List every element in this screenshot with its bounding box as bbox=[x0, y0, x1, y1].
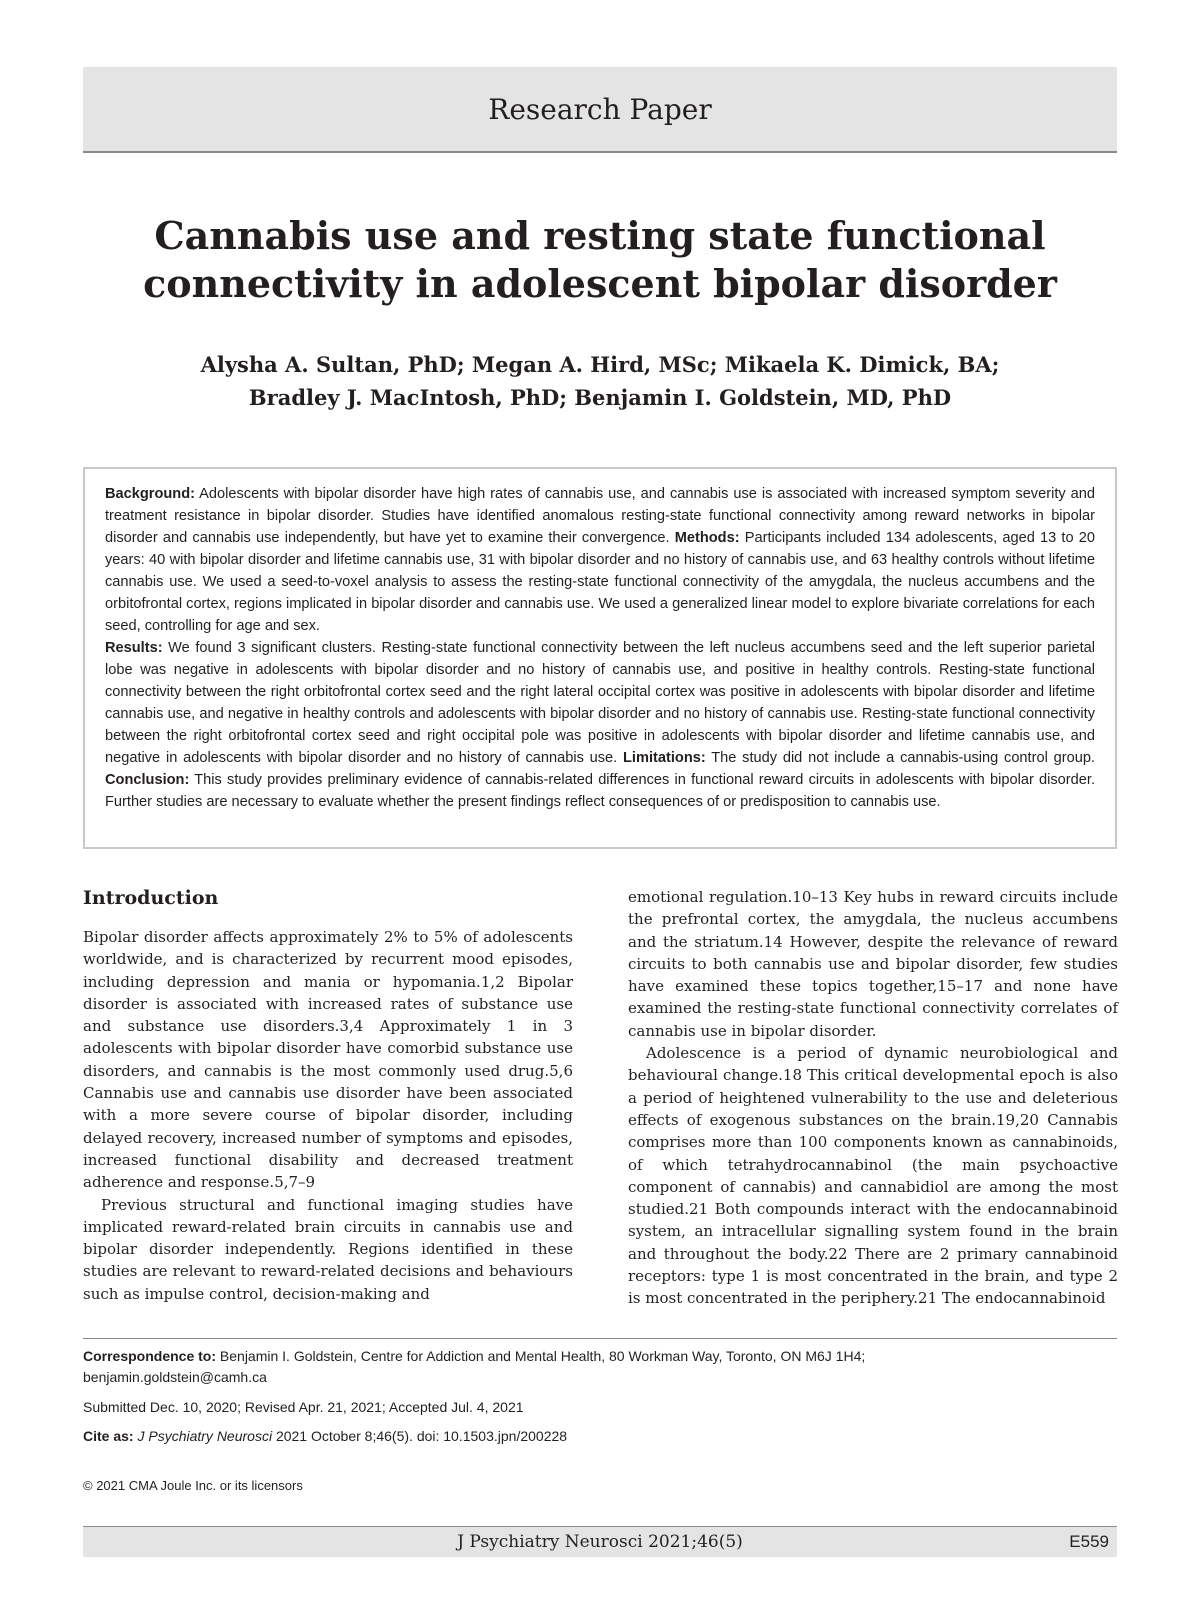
section-heading-introduction: Introduction bbox=[83, 887, 219, 909]
body-column-left bbox=[83, 886, 573, 1305]
section-label: Research Paper bbox=[488, 92, 712, 126]
cite-label: Cite as: bbox=[83, 1428, 134, 1444]
cite-text: 2021 October 8;46(5). doi: 10.1503.jpn/200228 bbox=[272, 1428, 568, 1444]
article-title: Cannabis use and resting state functional connectivity in adolescent bipolar disorder bbox=[143, 213, 1057, 306]
divider bbox=[83, 1338, 1117, 1339]
abstract-methods-label: Methods: bbox=[674, 530, 740, 546]
correspondence-email[interactable]: benjamin.goldstein@camh.ca bbox=[83, 1369, 267, 1385]
abstract-conclusion-label: Conclusion: bbox=[105, 772, 190, 788]
correspondence-label: Correspondence to: bbox=[83, 1348, 217, 1364]
page-number: E559 bbox=[1069, 1532, 1109, 1551]
author-list bbox=[60, 348, 1140, 414]
cite-journal: J Psychiatry Neurosci bbox=[137, 1428, 273, 1444]
submission-dates: Submitted Dec. 10, 2020; Revised Apr. 21, 2021; Accepted Jul. 4, 2021 bbox=[83, 1399, 524, 1415]
copyright: © 2021 CMA Joule Inc. or its licensors bbox=[83, 1478, 303, 1493]
citation bbox=[83, 1426, 567, 1447]
abstract-background-text: Adolescents with bipolar disorder have high rates of cannabis use, and cannabis use is associated with increased symptom severity and treatment resistance in bipolar disorder. Studies have identified anomalous resting-state functional connectivity among reward networks in bipolar disorder and cannabis use independently, but have yet to examine their convergence. bbox=[105, 486, 1095, 546]
abstract-conclusion-text: This study provides preliminary evidence of cannabis-related differences in functional reward circuits in adolescents with bipolar disorder. Further studies are necessary to evaluate whether the present findings reflect consequences of or predisposition to cannabis use. bbox=[105, 772, 1095, 810]
footer-journal: J Psychiatry Neurosci 2021;46(5) bbox=[457, 1532, 743, 1552]
abstract-methods-text: Participants included 134 adolescents, aged 13 to 20 years: 40 with bipolar disorder and lifetime cannabis use, 31 with bipolar disorder and no history of cannabis use, and 63 healthy controls without lifetime cannabis use. We used a seed-to-voxel analysis to assess the resting-state functional connectivity of the amygdala, the nucleus accumbens and the orbitofrontal cortex, regions implicated in bipolar disorder and cannabis use. We used a generalized linear model to explore bivariate correlations for each seed, controlling for age and sex. bbox=[105, 530, 1095, 634]
paragraph: Previous structural and functional imaging studies have implicated reward-related brain circuits in cannabis use and bipolar disorder independently. Regions identified in these studies are relevant to reward-related decisions and behaviours such as impulse control, decision-making and bbox=[83, 1195, 573, 1303]
abstract-results-label: Results: bbox=[105, 640, 163, 656]
correspondence bbox=[83, 1346, 1117, 1388]
abstract-limitations-label: Limitations: bbox=[623, 750, 706, 766]
abstract-results-text: We found 3 significant clusters. Resting-state functional connectivity between the left nucleus accumbens seed and the left superior parietal lobe was negative in adolescents with bipolar disorder and no history of cannabis use, and positive in healthy controls. Resting-state functional connectivity between the right orbitofrontal cortex seed and the right lateral occipital cortex was positive in adolescents with bipolar disorder and lifetime cannabis use, and negative in healthy controls and adolescents with bipolar disorder and no history of cannabis use. Resting-state functional connectivity between the right orbitofrontal cortex seed and right occipital pole was positive in adolescents with bipolar disorder and lifetime cannabis use, and negative in adolescents with bipolar disorder and no history of cannabis use. bbox=[105, 640, 1095, 766]
correspondence-text: Benjamin I. Goldstein, Centre for Addiction and Mental Health, 80 Workman Way, Toronto, ON M6J 1H4; bbox=[216, 1348, 866, 1364]
authors-line-1: Alysha A. Sultan, PhD; Megan A. Hird, MSc; Mikaela K. Dimick, BA; bbox=[200, 352, 1000, 377]
authors-line-2: Bradley J. MacIntosh, PhD; Benjamin I. Goldstein, MD, PhD bbox=[248, 385, 952, 410]
paragraph: emotional regulation.10–13 Key hubs in reward circuits include the prefrontal cortex, the amygdala, the nucleus accumbens and the striatum.14 However, despite the relevance of reward circuits to both cannabis use and bipolar disorder, few studies have examined these topics together,15–17 and none have examined the resting-state functional connectivity correlates of cannabis use in bipolar disorder. bbox=[628, 888, 1118, 1040]
abstract-box bbox=[83, 467, 1117, 849]
abstract-background-label: Background: bbox=[105, 486, 195, 502]
section-banner bbox=[83, 67, 1117, 153]
body-column-right bbox=[628, 886, 1118, 1310]
paragraph: Bipolar disorder affects approximately 2% to 5% of adolescents worldwide, and is characterized by recurrent mood episodes, including depression and mania or hypomania.1,2 Bipolar disorder is associated with increased rates of substance use and substance use disorders.3,4 Approximately 1 in 3 adolescents with bipolar disorder have comorbid substance use disorders, and cannabis is the most commonly used drug.5,6 Cannabis use and cannabis use disorder have been associated with a more severe course of bipolar disorder, including delayed recovery, increased number of symptoms and episodes, increased functional disability and decreased treatment adherence and response.5,7–9 bbox=[83, 928, 573, 1192]
paragraph: Adolescence is a period of dynamic neurobiological and behavioural change.18 This critical developmental epoch is also a period of heightened vulnerability to the use and deleterious effects of exogenous substances on the brain.19,20 Cannabis comprises more than 100 components known as cannabinoids, of which tetrahydrocannabinol (the main psychoactive component of cannabis) and cannabidiol are among the most studied.21 Both compounds interact with the endocannabinoid system, an intracellular signalling system found in the brain and throughout the body.22 There are 2 primary cannabinoid receptors: type 1 is most concentrated in the brain, and type 2 is most concentrated in the periphery.21 The endocannabinoid bbox=[628, 1044, 1118, 1308]
page-footer bbox=[83, 1526, 1117, 1557]
abstract-limitations-text: The study did not include a cannabis-using control group. bbox=[705, 750, 1095, 766]
